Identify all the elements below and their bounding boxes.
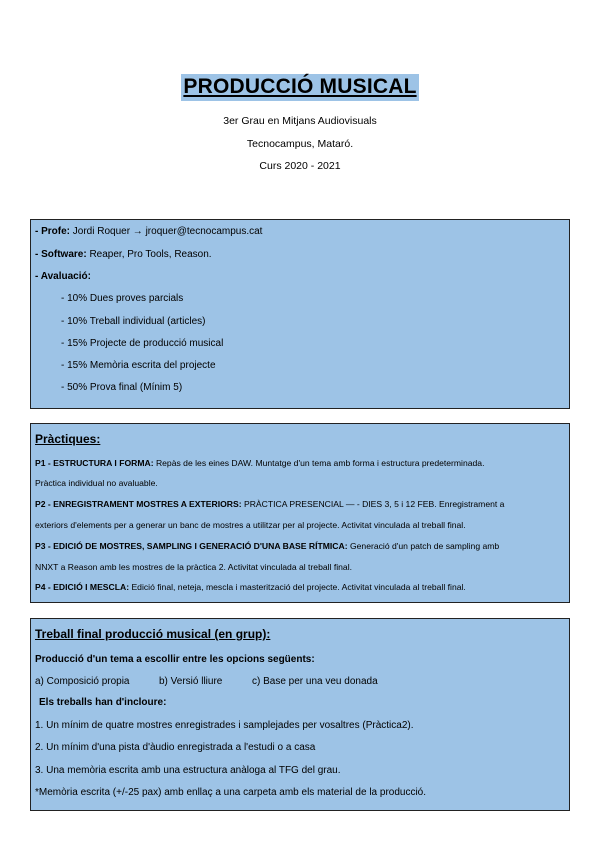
subtitle-degree: 3er Grau en Mitjans Audiovisuals	[223, 115, 377, 127]
p4-line: P4 - EDICIÓ I MESCLA: Edició final, neteja, mescla i masterització del projecte. Activitat vinculada al treball final.	[35, 582, 466, 592]
profe-value: Jordi Roquer → jroquer@tecnocampus.cat	[70, 226, 263, 237]
treball-item: *Memòria escrita (+/-25 pax) amb enllaç a una carpeta amb els material de la producció.	[35, 787, 427, 798]
page-title-wrap	[0, 74, 600, 101]
subtitle-year: Curs 2020 - 2021	[259, 160, 341, 172]
treball-han-label: Els treballs han d'incloure:	[39, 697, 167, 708]
avaluacio-item: - 10% Dues proves parcials	[61, 293, 184, 304]
treball-intro: Producció d'un tema a escollir entre les opcions següents:	[35, 654, 315, 665]
subtitle-institution: Tecnocampus, Mataró.	[246, 138, 354, 150]
p2-line-2: exteriors d'elements per a generar un banc de mostres a utilitzar per al projecte. Activitat vinculada al treball final.	[35, 520, 466, 530]
option-b: b) Versió lliure	[159, 676, 223, 687]
software-value: Reaper, Pro Tools, Reason.	[86, 249, 212, 260]
treball-item: 2. Un mínim d'una pista d'àudio enregistrada a l'estudi o a casa	[35, 742, 316, 753]
avaluacio-item: - 15% Projecte de producció musical	[61, 338, 224, 349]
avaluacio-item: - 50% Prova final (Mínim 5)	[61, 382, 183, 393]
course-info-box	[30, 219, 570, 409]
practiques-heading: Pràctiques:	[35, 432, 101, 446]
p2-line: P2 - ENREGISTRAMENT MOSTRES A EXTERIORS: PRÀCTICA PRESENCIAL — - DIES 3, 5 i 12 FEB. Enregistrament a	[35, 499, 505, 509]
option-c: c) Base per una veu donada	[252, 676, 378, 687]
option-a: a) Composició propia	[35, 676, 130, 687]
avaluacio-item: - 15% Memòria escrita del projecte	[61, 360, 216, 371]
practiques-box	[30, 423, 570, 603]
treball-item: 1. Un mínim de quatre mostres enregistrades i samplejades per vosaltres (Pràctica2).	[35, 720, 414, 731]
p1-line: P1 - ESTRUCTURA I FORMA: Repàs de les eines DAW. Muntatge d'un tema amb forma i estructura predeterminada.	[35, 458, 485, 468]
p3-line: P3 - EDICIÓ DE MOSTRES, SAMPLING I GENERACIÓ D'UNA BASE RÍTMICA: Generació d'un patch de sampling amb	[35, 541, 500, 551]
p1-line-2: Pràctica individual no avaluable.	[35, 478, 158, 488]
page-title: PRODUCCIÓ MUSICAL	[181, 74, 418, 101]
profe-line: - Profe: Jordi Roquer → jroquer@tecnocampus.cat	[35, 226, 263, 237]
p3-line-2: NNXT a Reason amb les mostres de la pràctica 2. Activitat vinculada al treball final.	[35, 562, 353, 572]
avaluacio-item: - 10% Treball individual (articles)	[61, 316, 206, 327]
avaluacio-label: - Avaluació:	[35, 271, 91, 282]
treball-heading: Treball final producció musical (en grup):	[35, 627, 271, 641]
treball-final-box	[30, 618, 570, 811]
software-line: - Software: Reaper, Pro Tools, Reason.	[35, 249, 212, 260]
treball-item: 3. Una memòria escrita amb una estructura anàloga al TFG del grau.	[35, 765, 341, 776]
